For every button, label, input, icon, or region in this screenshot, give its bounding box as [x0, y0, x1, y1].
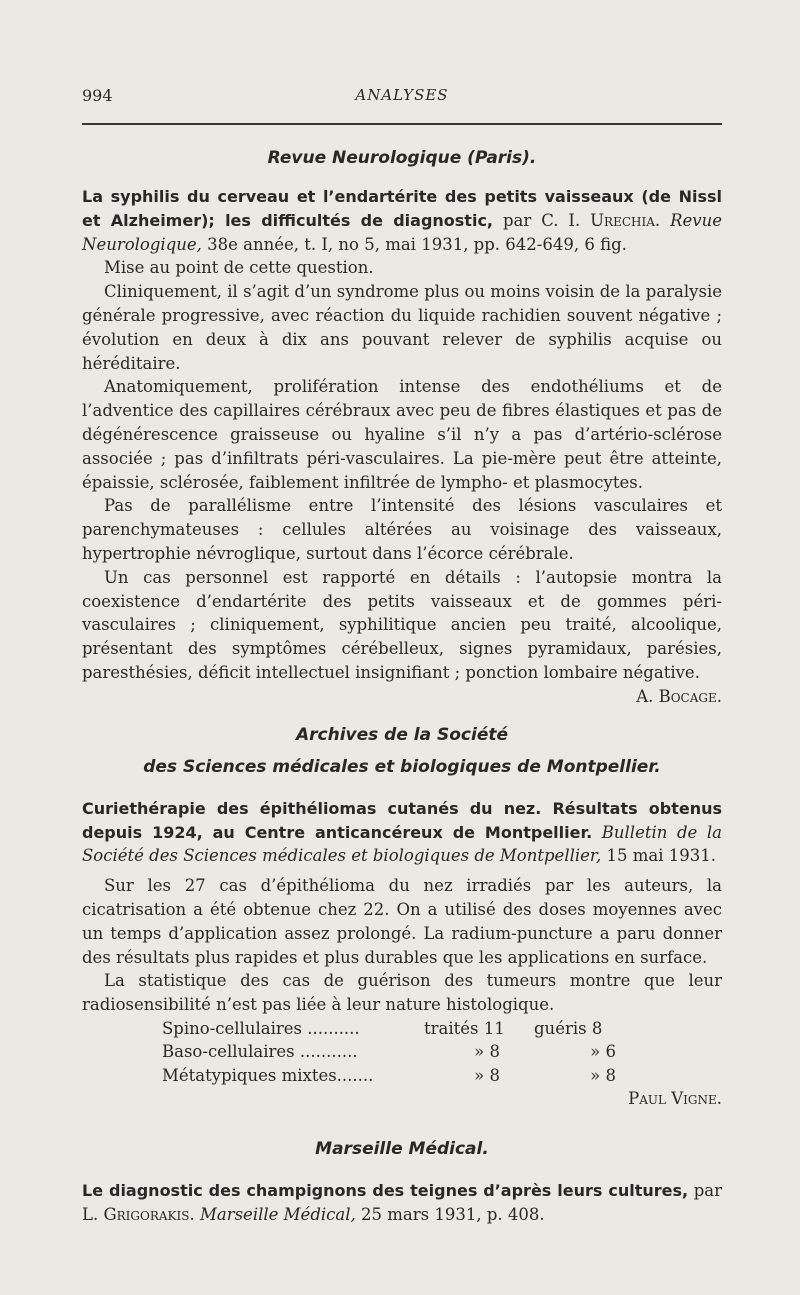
citation-details: 25 mars 1931, p. 408. [361, 1205, 545, 1225]
section-title-archives-line2: des Sciences médicales et biologiques de Montpellier. [143, 756, 661, 777]
citation-details: 38e année, t. I, no 5, mai 1931, pp. 642-649, 6 fig. [207, 234, 627, 254]
section-title-archives-line1: Archives de la Société [295, 724, 509, 745]
header-rule [82, 123, 722, 125]
article-title: Curiethérapie des épithéliomas cutanés du nez. Résultats obtenus depuis 1924, au Centre anticancéreux de Montpellier. [82, 798, 722, 842]
statistics-table [162, 1017, 652, 1088]
citation-author: Urechia. [590, 210, 661, 230]
page-number: 994 [82, 86, 113, 105]
paragraph: Mise au point de cette question. [104, 258, 374, 278]
running-title: ANALYSES [355, 86, 449, 104]
citation-author: Grigorakis. [103, 1205, 195, 1225]
citation-details: 15 mai 1931. [606, 846, 716, 866]
stat-cured: » 6 [590, 1042, 616, 1062]
statistics-row [162, 1017, 652, 1041]
paragraph: Sur les 27 cas d’épithélioma du nez irradiés par les auteurs, la cicatrisation a été obtenue chez 22. On a utilisé des doses moyennes avec un temps d’application assez prolongé. La radium-puncture a paru donner des résultats plus rapides et plus durables que les applications en surface. [82, 876, 722, 967]
paragraph: La statistique des cas de guérison des tumeurs montre que leur radiosensibilité n’est pas liée à leur nature histologique. [82, 971, 722, 1015]
paragraph: Pas de parallélisme entre l’intensité des lésions vasculaires et parenchymateuses : cellules altérées au voisinage des vaisseaux, hypertrophie névroglique, surtout dans l’écorce cérébrale. [82, 496, 722, 563]
stat-treated: traités 11 [424, 1018, 505, 1038]
statistics-row [162, 1040, 652, 1064]
article-entry-syphilis [82, 185, 722, 256]
paragraph: Cliniquement, il s’agit d’un syndrome plus ou moins voisin de la paralysie générale progressive, avec réaction du liquide rachidien souvent négative ; évolution en deux à dix ans pouvant relever de syphilis acquise ou héréditaire. [82, 282, 722, 373]
stat-label: Baso-cellulaires ........... [162, 1042, 358, 1062]
paragraph: Un cas personnel est rapporté en détails : l’autopsie montra la coexistence d’endartérite des petits vaisseaux et de gommes péri-vasculaires ; cliniquement, syphilitique ancien peu traité, alcoolique, présentant des symptômes cérébelleux, signes pyramidaux, parésies, paresthésies, déficit intellectuel insignifiant ; ponction lombaire négative. [82, 567, 722, 682]
article-entry-teignes [82, 1179, 722, 1227]
article-title: La syphilis du cerveau et l’endartérite des petits vaisseaux (de Nissl et Alzheimer); les difficultés de diagnostic, [82, 187, 722, 230]
page-header [82, 86, 722, 110]
section-title-revue-neurologique: Revue Neurologique (Paris). [267, 148, 537, 168]
stat-cured: » 8 [590, 1065, 616, 1085]
citation-prefix: par L. [82, 1181, 723, 1225]
citation-journal: Marseille Médical, [199, 1205, 356, 1225]
citation-journal: Bulletin de la Société des Sciences médicales et biologiques de Montpellier, [82, 822, 722, 866]
page-content [82, 146, 722, 1227]
stat-treated: » 8 [474, 1065, 500, 1085]
citation-prefix: par C. I. [502, 210, 581, 230]
statistics-row [162, 1064, 652, 1088]
article-entry-curietherapie [82, 797, 722, 868]
signature: Paul Vigne. [628, 1089, 722, 1109]
stat-treated: » 8 [474, 1042, 500, 1062]
article-title: Le diagnostic des champignons des teignes d’après leurs cultures, [82, 1181, 689, 1201]
section-title-marseille-medical: Marseille Médical. [315, 1139, 489, 1160]
citation-journal: Revue Neurologique, [82, 210, 723, 254]
stat-label: Spino-cellulaires .......... [162, 1018, 360, 1038]
paragraph: Anatomiquement, prolifération intense des endothéliums et de l’adventice des capillaires cérébraux avec peu de fibres élastiques et pas de dégénérescence graisseuse ou hyaline s’il n’y a pas d’artério-sclérose associée ; pas d’infiltrats péri-vasculaires. La pie-mère peut être atteinte, épaissie, sclérosée, faiblement infiltrée de lympho- et plasmocytes. [82, 377, 722, 492]
signature: A. Bocage. [636, 686, 722, 706]
stat-cured: guéris 8 [534, 1018, 603, 1038]
stat-label: Métatypiques mixtes....... [162, 1065, 374, 1085]
